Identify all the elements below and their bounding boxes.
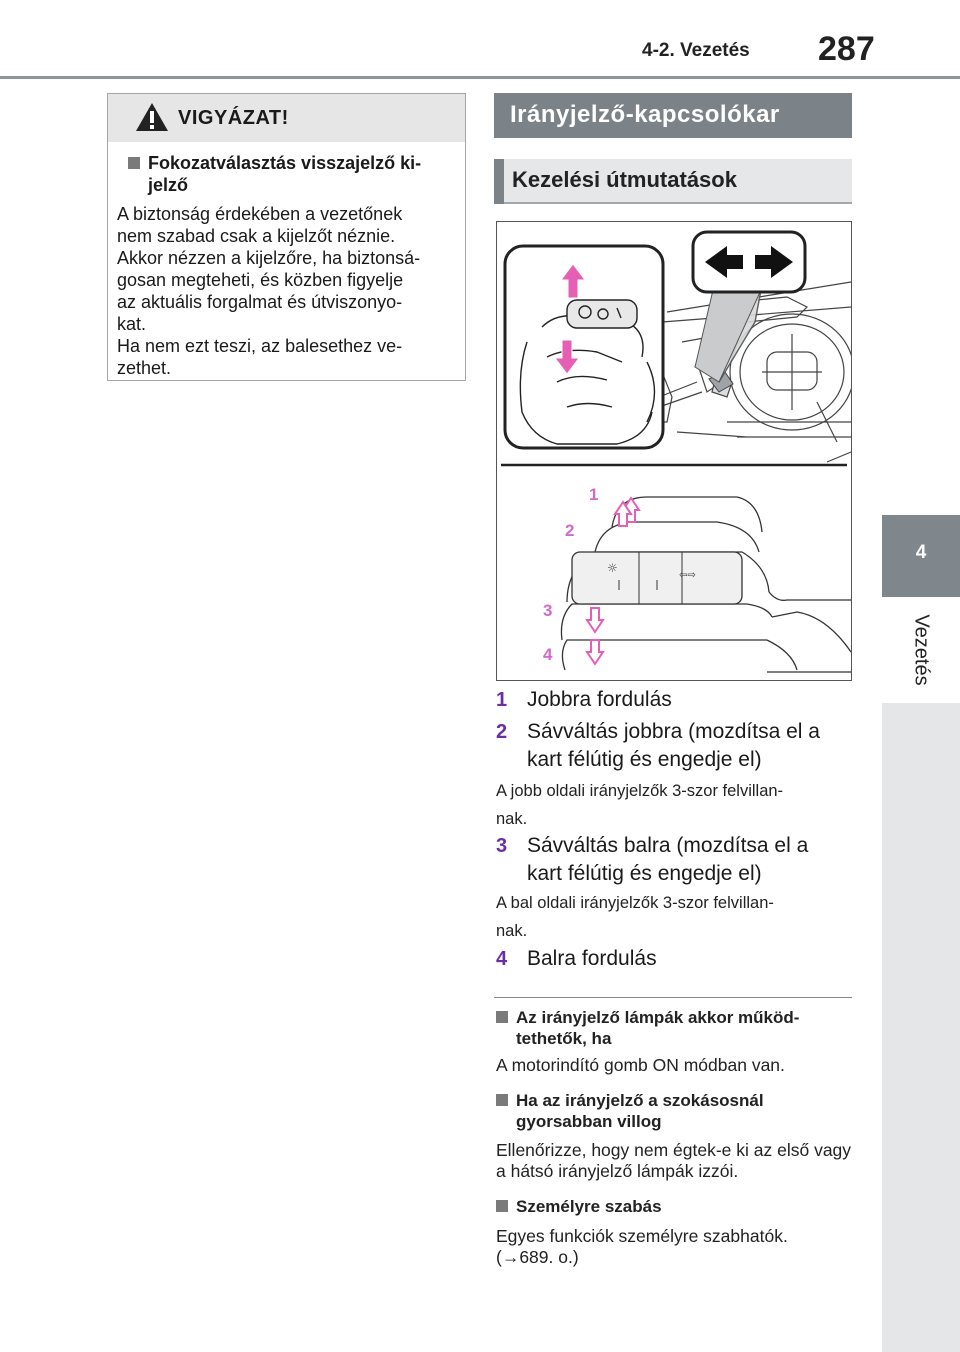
- warning-icon: [135, 102, 169, 132]
- subsection-text: A motorindító gomb ON módban van.: [496, 1055, 785, 1075]
- page-number: 287: [818, 30, 875, 68]
- square-bullet-icon: [496, 1200, 508, 1212]
- section-title: Irányjelző-kapcsolókar: [510, 101, 780, 128]
- subsection-text: Egyes funkciók személyre szabhatók. (→689. o.): [496, 1226, 788, 1267]
- chapter-tab[interactable]: [882, 515, 960, 597]
- note-line: A jobb oldali irányjelzők 3-szor felvillan-: [496, 782, 784, 800]
- item-note: [496, 894, 774, 941]
- caution-subheading: Fokozatválasztás visszajelző ki-jelző: [128, 152, 458, 196]
- caution-line: Ha nem ezt teszi, az balesethez ve-: [117, 336, 403, 356]
- item-number: 2: [496, 721, 508, 743]
- caution-header: [108, 94, 465, 142]
- chapter-label: Vezetés: [910, 614, 933, 686]
- arrow-down-3-icon: [587, 608, 603, 632]
- figure-label-1: 1: [589, 485, 599, 504]
- svg-text:☼: ☼: [607, 561, 618, 575]
- item-text: Jobbra fordulás: [527, 688, 672, 711]
- figure-label-4: 4: [543, 645, 553, 664]
- list-item: [496, 718, 847, 774]
- caution-line: A biztonság érdekében a vezetőnek: [117, 204, 403, 224]
- svg-text:⇦⇨: ⇦⇨: [679, 570, 696, 581]
- figure-label-3: 3: [543, 601, 553, 620]
- section-title-bar: [494, 93, 852, 138]
- caution-body: [117, 203, 457, 379]
- list-item: [496, 945, 857, 973]
- item-text: Sávváltás balra (mozdítsa el a kart félútig és engedje el): [527, 834, 809, 885]
- note-line: nak.: [496, 810, 528, 828]
- caution-line: nem szabad csak a kijelzőt néznie.: [117, 226, 396, 246]
- caution-title: VIGYÁZAT!: [178, 107, 289, 129]
- chapter-label-area: [882, 597, 960, 703]
- caution-line: gosan megteheti, és közben figyelje: [117, 270, 404, 290]
- list-item: [496, 832, 847, 888]
- list-item: [496, 686, 857, 714]
- subsection-heading: Ha az irányjelző a szokásosnál gyorsabban villog: [496, 1090, 854, 1132]
- caution-line: kat.: [117, 314, 147, 334]
- note-line: A bal oldali irányjelzők 3-szor felvillan-: [496, 894, 774, 912]
- caution-line: az aktuális forgalmat és útviszonyo-: [117, 292, 403, 312]
- arrow-down-4-icon: [587, 640, 603, 664]
- item-note: [496, 782, 783, 829]
- subsection-accent: [494, 159, 504, 204]
- note-line: nak.: [496, 922, 528, 940]
- subsection-heading: Személyre szabás: [496, 1196, 854, 1217]
- item-number: 3: [496, 835, 508, 857]
- turn-signal-lever-illustration: [496, 221, 852, 681]
- caution-box: [107, 93, 466, 381]
- item-text: Balra fordulás: [527, 947, 657, 970]
- item-number: 1: [496, 689, 508, 711]
- item-text: Sávváltás jobbra (mozdítsa el a kart félútig és engedje el): [527, 720, 820, 771]
- illustration-svg: [497, 222, 851, 680]
- caution-line: zethet.: [117, 358, 172, 378]
- caution-line: Akkor nézzen a kijelzőre, ha biztonsá-: [117, 248, 421, 268]
- subsection-heading: Az irányjelző lámpák akkor működ-tethetők, ha: [496, 1007, 854, 1049]
- subsection-text: Ellenőrizze, hogy nem égtek-e ki az első vagy a hátsó irányjelző lámpák izzói.: [496, 1140, 852, 1181]
- header-rule: [0, 76, 960, 79]
- square-bullet-icon: [496, 1011, 508, 1023]
- square-bullet-icon: [128, 157, 140, 169]
- chapter-number: 4: [915, 542, 927, 563]
- figure-label-2: 2: [565, 521, 575, 540]
- running-header-section: 4-2. Vezetés: [642, 40, 750, 61]
- square-bullet-icon: [496, 1094, 508, 1106]
- subsection-title-bar: [494, 159, 852, 204]
- divider: [494, 997, 852, 998]
- chapter-side-bar: [882, 703, 960, 1352]
- item-number: 4: [496, 948, 508, 970]
- subsection-title: Kezelési útmutatások: [512, 167, 737, 192]
